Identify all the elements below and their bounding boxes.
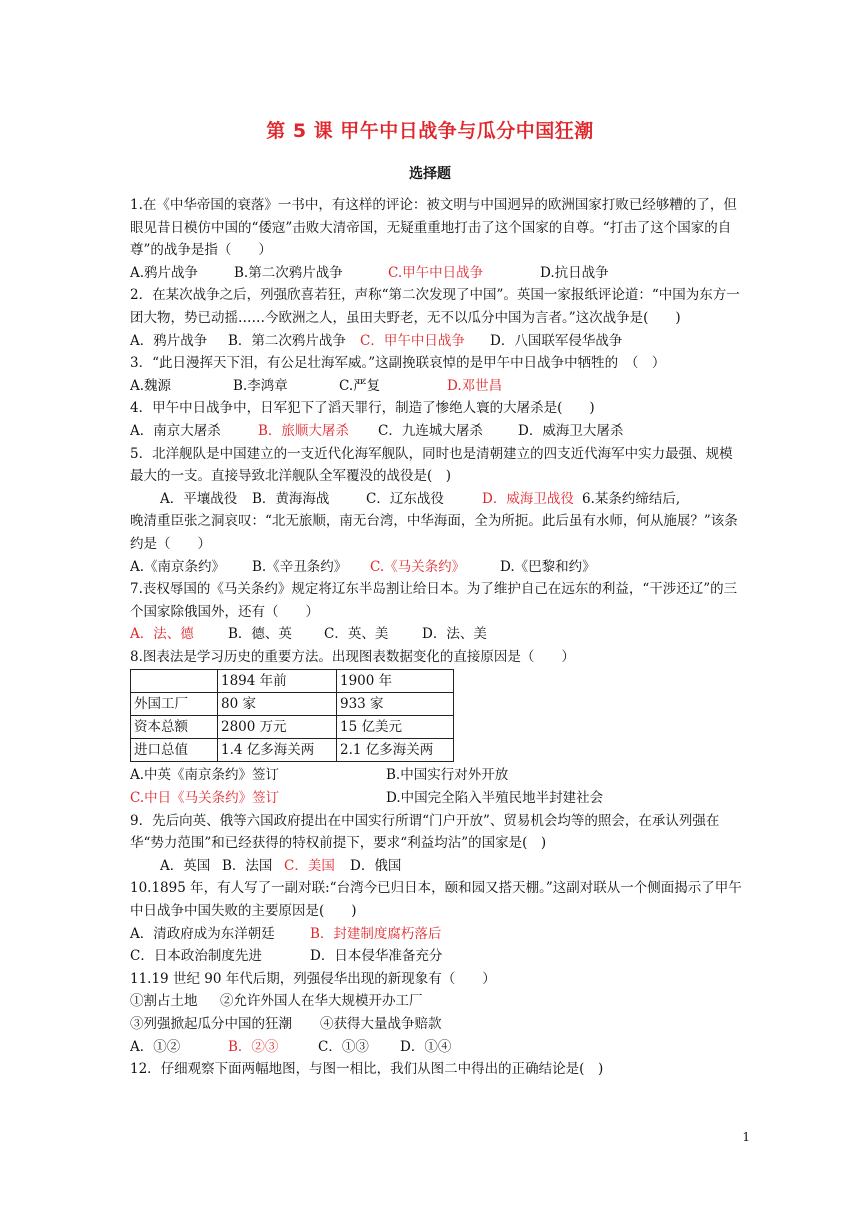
table-cell: 80 家 [218, 693, 337, 716]
option-a: A．平壤战役 [160, 490, 238, 507]
question-10-options-row-1 [130, 923, 742, 946]
option-c-answer: C.甲午中日战争 [388, 264, 484, 281]
table-cell: 进口总值 [131, 739, 218, 762]
item-1: ①割占土地 [130, 993, 198, 1010]
question-10-options-row-2 [130, 945, 742, 968]
data-table [130, 669, 454, 762]
option-d: D．八国联军侵华战争 [490, 332, 623, 349]
option-d: D．威海卫大屠杀 [518, 422, 624, 439]
option-b-answer: B．封建制度腐朽落后 [310, 925, 442, 942]
option-b-answer: B．旅顺大屠杀 [258, 422, 349, 439]
question-2-options [130, 330, 742, 353]
option-d: D．日本侵华准备充分 [310, 948, 443, 965]
question-1-options [130, 262, 742, 285]
option-c: C．①③ [318, 1038, 369, 1055]
option-a: A．鸦片战争 [130, 332, 208, 349]
option-b-answer: B．②③ [228, 1038, 279, 1055]
option-a: A.《南京条约》 [130, 558, 226, 575]
option-a: A．英国 [160, 857, 211, 874]
table-header-cell: 1900 年 [337, 670, 454, 693]
item-4: ④获得大量战争赔款 [320, 1016, 442, 1032]
section-heading: 选择题 [409, 166, 451, 182]
option-d: D．①④ [400, 1038, 452, 1055]
table-row [131, 716, 454, 739]
question-3-options [130, 375, 742, 398]
option-d: D．俄国 [350, 857, 402, 874]
question-5-options [130, 488, 742, 511]
table-row [131, 693, 454, 716]
option-c: C．日本政治制度先进 [130, 948, 262, 965]
question-10-stem: 10.1895 年，有人写了一副对联:“台湾今已归日本，颐和园又搭天棚。”这副对联从一个侧面揭示了甲午中日战争中国失败的主要原因是( ) [130, 880, 742, 920]
option-d: D．法、美 [422, 626, 487, 643]
question-6-stem-start: 6.某条约缔结后, [582, 490, 681, 507]
item-2: ②允许外国人在华大规模开办工厂 [220, 993, 423, 1010]
option-a: A．①② [130, 1038, 181, 1055]
option-c: C．英、美 [324, 626, 389, 643]
option-c: C.严复 [339, 377, 381, 394]
question-8-stem: 8.图表法是学习历史的重要方法。出现图表数据变化的直接原因是（ ） [130, 648, 575, 665]
question-6-options [130, 556, 742, 579]
table-cell: 资本总额 [131, 716, 218, 739]
option-b: B.《辛丑条约》 [252, 558, 348, 575]
question-7-options [130, 623, 742, 646]
question-4-options [130, 420, 742, 443]
question-1-stem: 1.在《中华帝国的衰落》一书中，有这样的评论：被文明与中国迥异的欧洲国家打败已经够糟的了，但眼见昔日模仿中国的“倭寇”击败大清帝国，无疑重重地打击了这个国家的自尊。“打击了这个国家的自尊”的战争是指（ ） [130, 197, 737, 259]
question-12-stem: 12．仔细观察下面两幅地图，与图一相比，我们从图二中得出的正确结论是( ) [130, 1061, 604, 1078]
table-cell: 2800 万元 [218, 716, 337, 739]
option-b: B.第二次鸦片战争 [234, 264, 343, 281]
option-d: D.中国完全陷入半殖民地半封建社会 [386, 790, 604, 807]
option-c-answer: C．美国 [284, 857, 335, 874]
question-11-items-row-2 [130, 1013, 742, 1036]
table-header-row [131, 670, 454, 693]
page-number: 1 [742, 1130, 750, 1144]
option-a: A.中英《南京条约》签订 [130, 767, 280, 784]
question-2-stem: 2．在某次战争之后，列强欣喜若狂，声称“第二次发现了中国”。英国一家报纸评论道：“中国为东方一团大物，势已动摇……今欧洲之人，虽田夫野老，无不以瓜分中国为言者。”这次战争是( ) [130, 287, 740, 326]
table-row [131, 739, 454, 762]
table-cell [131, 670, 218, 693]
option-d-answer: D．威海卫战役 [482, 490, 574, 507]
table-cell: 2.1 亿多海关两 [337, 739, 454, 762]
item-3: ③列强掀起瓜分中国的狂潮 [130, 1016, 292, 1032]
question-5-stem: 5．北洋舰队是中国建立的一支近代化海军舰队，同时也是清朝建立的四支近代海军中实力最强、规模最大的一支。直接导致北洋舰队全军覆没的战役是( ) [130, 445, 733, 485]
question-9-stem: 9．先后向英、俄等六国政府提出在中国实行所谓“门户开放”、贸易机会均等的照会，在承认列强在华“势力范围”和已经获得的特权前提下，要求“利益均沾”的国家是( ) [130, 812, 720, 852]
option-d: D.《巴黎和约》 [500, 558, 596, 575]
question-8-options-row-2 [130, 787, 742, 810]
option-d-answer: D.邓世昌 [447, 377, 503, 394]
option-c-answer: C．甲午中日战争 [360, 332, 465, 349]
option-b: B．第二次鸦片战争 [228, 332, 346, 349]
table-cell: 外国工厂 [131, 693, 218, 716]
option-c: C．辽东战役 [366, 490, 444, 507]
table-header-cell: 1894 年前 [218, 670, 337, 693]
question-11-options [130, 1036, 742, 1059]
table-cell: 15 亿美元 [337, 716, 454, 739]
question-8-options-row-1 [130, 764, 742, 787]
option-c: C．九连城大屠杀 [378, 422, 483, 439]
lesson-title: 第 5 课 甲午中日战争与瓜分中国狂潮 [266, 120, 594, 142]
option-b: B．黄海海战 [252, 490, 330, 507]
option-b: B.李鸿章 [233, 377, 288, 394]
question-7-stem: 7.丧权辱国的《马关条约》规定将辽东半岛割让给日本。为了维护自己在远东的利益，“干涉还辽”的三个国家除俄国外，还有（ ） [130, 581, 738, 620]
question-11-items-row-1 [130, 990, 742, 1013]
option-a-answer: A．法、德 [130, 626, 194, 643]
option-b: B．法国 [222, 857, 273, 874]
question-11-stem: 11.19 世纪 90 年代后期，列强侵华出现的新现象有（ ） [130, 970, 496, 987]
option-c-answer: C.《马关条约》 [370, 558, 466, 575]
option-a: A.魏源 [130, 377, 172, 394]
question-list [130, 194, 742, 1081]
option-a: A．清政府成为东洋朝廷 [130, 925, 275, 942]
question-3-stem: 3．“此日漫挥天下泪，有公足壮海军威。”这副挽联哀悼的是甲午中日战争中牺牲的 （ ） [130, 355, 666, 372]
option-b: B.中国实行对外开放 [386, 767, 509, 784]
option-b: B．德、英 [228, 626, 292, 643]
table-cell: 1.4 亿多海关两 [218, 739, 337, 762]
option-c-answer: C.中日《马关条约》签订 [130, 790, 280, 807]
question-6-stem: 晚清重臣张之洞哀叹：“北无旅顺，南无台湾，中华海面，全为所扼。此后虽有水师，何从施展？”该条约是（ ） [130, 513, 738, 552]
question-4-stem: 4．甲午中日战争中，日军犯下了滔天罪行，制造了惨绝人寰的大屠杀是( ) [130, 400, 595, 417]
option-d: D.抗日战争 [540, 264, 609, 281]
table-cell: 933 家 [337, 693, 454, 716]
option-a: A.鸦片战争 [130, 264, 199, 281]
option-a: A．南京大屠杀 [130, 422, 221, 439]
question-9-options [130, 855, 742, 878]
